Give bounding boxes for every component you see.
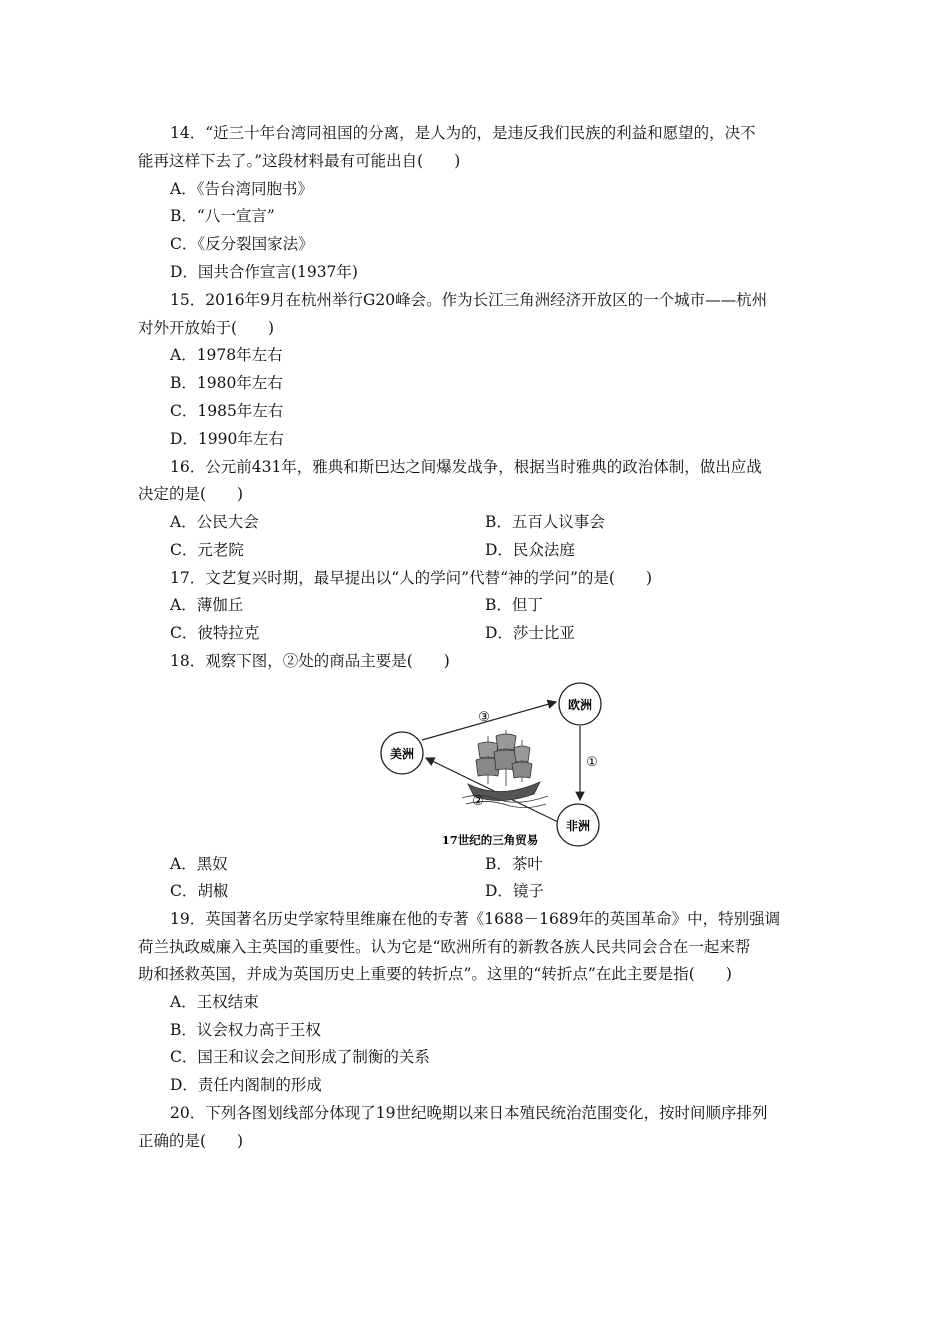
node-america [381, 732, 423, 774]
q14-line-1: 14．“近三十年台湾同祖国的分离，是人为的，是违反我们民族的利益和愿望的，决不 [170, 124, 756, 142]
q16-option-c: C．元老院 [170, 541, 244, 559]
q15-option-d: D．1990年左右 [170, 430, 284, 448]
q14-option-b: B．“八一宣言” [170, 207, 275, 225]
q19-option-d: D．责任内阁制的形成 [170, 1076, 322, 1094]
node-europe-label: 欧洲 [567, 698, 593, 712]
q20-line-2: 正确的是( ) [138, 1132, 244, 1150]
diagram-caption: 17世纪的三角贸易 [441, 833, 539, 847]
q18-option-c: C．胡椒 [170, 882, 229, 900]
node-africa [557, 804, 599, 846]
q15-option-a: A．1978年左右 [170, 346, 283, 364]
q19-option-b: B．议会权力高于王权 [170, 1021, 321, 1039]
q17-option-a: A．薄伽丘 [170, 596, 244, 614]
q16-line-2: 决定的是( ) [138, 485, 244, 503]
q14-option-a: A．《告台湾同胞书》 [170, 180, 313, 198]
triangle-trade-diagram [370, 674, 630, 854]
q14-option-d: D．国共合作宣言(1937年) [170, 263, 358, 281]
q17-option-d: D．莎士比亚 [485, 624, 575, 642]
q18-line-1: 18．观察下图，②处的商品主要是( ) [170, 652, 450, 670]
q19-line-1: 19．英国著名历史学家特里维廉在他的专著《1688－1689年的英国革命》中，特别强调 [170, 910, 781, 928]
q20-line-1: 20．下列各图划线部分体现了19世纪晚期以来日本殖民统治范围变化，按时间顺序排列 [170, 1104, 768, 1122]
q19-option-c: C．国王和议会之间形成了制衡的关系 [170, 1048, 430, 1066]
arrow-label-2: ② [472, 794, 484, 809]
q14-line-2: 能再这样下去了。”这段材料最有可能出自( ) [138, 152, 461, 170]
q16-option-b: B．五百人议事会 [485, 513, 605, 531]
q14-option-c: C．《反分裂国家法》 [170, 235, 314, 253]
q17-option-c: C．彼特拉克 [170, 624, 260, 642]
arrow-label-1: ① [586, 755, 598, 770]
q15-line-1: 15．2016年9月在杭州举行G20峰会。作为长江三角洲经济开放区的一个城市——杭州 [170, 291, 768, 309]
q15-option-c: C．1985年左右 [170, 402, 284, 420]
q18-option-a: A．黑奴 [170, 855, 228, 873]
node-america-label: 美洲 [389, 747, 415, 761]
q19-option-a: A．王权结束 [170, 993, 259, 1011]
q16-option-d: D．民众法庭 [485, 541, 575, 559]
q15-line-2: 对外开放始于( ) [138, 319, 275, 337]
q16-option-a: A．公民大会 [170, 513, 259, 531]
node-europe [559, 683, 601, 725]
q15-option-b: B．1980年左右 [170, 374, 283, 392]
q17-line-1: 17．文艺复兴时期，最早提出以“人的学问”代替“神的学问”的是( ) [170, 569, 653, 587]
q17-option-b: B．但丁 [485, 596, 543, 614]
q19-line-3: 助和拯救英国，并成为英国历史上重要的转折点”。这里的“转折点”在此主要是指( ) [138, 965, 732, 983]
q19-line-2: 荷兰执政威廉入主英国的重要性。认为它是“欧洲所有的新教各族人民共同会合在一起来帮 [138, 938, 751, 956]
q18-option-b: B．茶叶 [485, 855, 543, 873]
q18-option-d: D．镜子 [485, 882, 544, 900]
node-africa-label: 非洲 [565, 819, 591, 833]
arrow-label-3: ③ [478, 710, 490, 725]
q16-line-1: 16．公元前431年，雅典和斯巴达之间爆发战争，根据当时雅典的政治体制，做出应战 [170, 458, 762, 476]
